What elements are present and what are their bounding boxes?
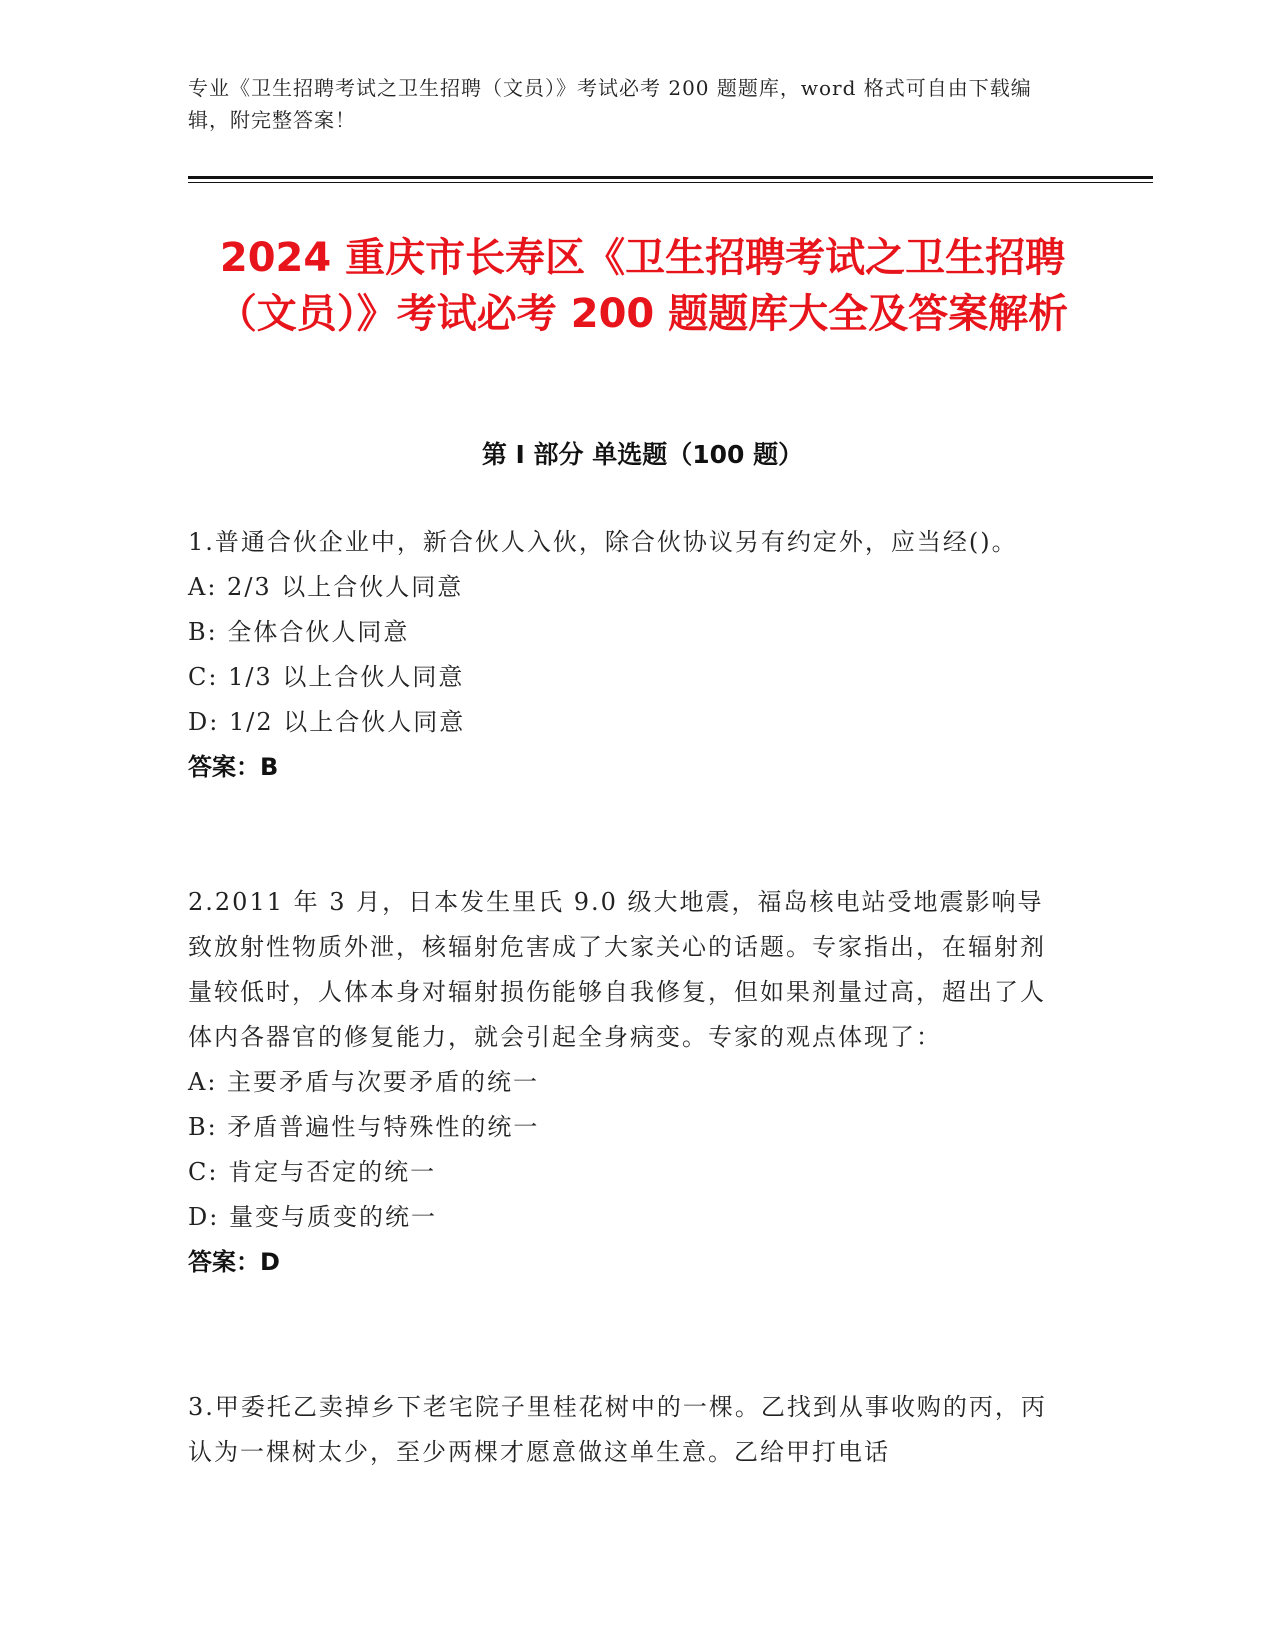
question-3	[188, 1385, 1068, 1475]
header-rule-thin	[188, 182, 1153, 183]
question-stem: 2.2011 年 3 月，日本发生里氏 9.0 级大地震，福岛核电站受地震影响导致放射性物质外泄，核辐射危害成了大家关心的话题。专家指出，在辐射剂量较低时，人体本身对辐射损伤能够自我修复，但如果剂量过高，超出了人体内各器官的修复能力，就会引起全身病变。专家的观点体现了：	[188, 888, 1046, 1051]
question-2	[188, 880, 1068, 1285]
option-d: D: 1/2 以上合伙人同意	[188, 708, 466, 736]
option-b: B: 矛盾普遍性与特殊性的统一	[188, 1113, 540, 1141]
question-1	[188, 520, 1068, 790]
header-rule-thick	[188, 176, 1153, 179]
option-b: B: 全体合伙人同意	[188, 618, 410, 646]
document-title: 2024 重庆市长寿区《卫生招聘考试之卫生招聘（文员）》考试必考 200 题题库大全及答案解析	[216, 235, 1069, 337]
question-stem: 1.普通合伙企业中，新合伙人入伙，除合伙协议另有约定外，应当经()。	[188, 528, 1018, 556]
answer-label: 答案：B	[188, 753, 279, 781]
option-a: A: 主要矛盾与次要矛盾的统一	[188, 1068, 540, 1096]
option-a: A: 2/3 以上合伙人同意	[188, 573, 464, 601]
answer-label: 答案：D	[188, 1248, 280, 1276]
option-c: C: 1/3 以上合伙人同意	[188, 663, 465, 691]
question-stem: 3.甲委托乙卖掉乡下老宅院子里桂花树中的一棵。乙找到从事收购的丙，丙认为一棵树太少，至少两棵才愿意做这单生意。乙给甲打电话	[188, 1393, 1047, 1466]
option-c: C: 肯定与否定的统一	[188, 1158, 437, 1186]
header-note: 专业《卫生招聘考试之卫生招聘（文员）》考试必考 200 题题库，word 格式可自由下载编辑，附完整答案！	[188, 76, 1032, 132]
option-d: D: 量变与质变的统一	[188, 1203, 437, 1231]
section-title: 第 I 部分 单选题（100 题）	[481, 440, 804, 469]
